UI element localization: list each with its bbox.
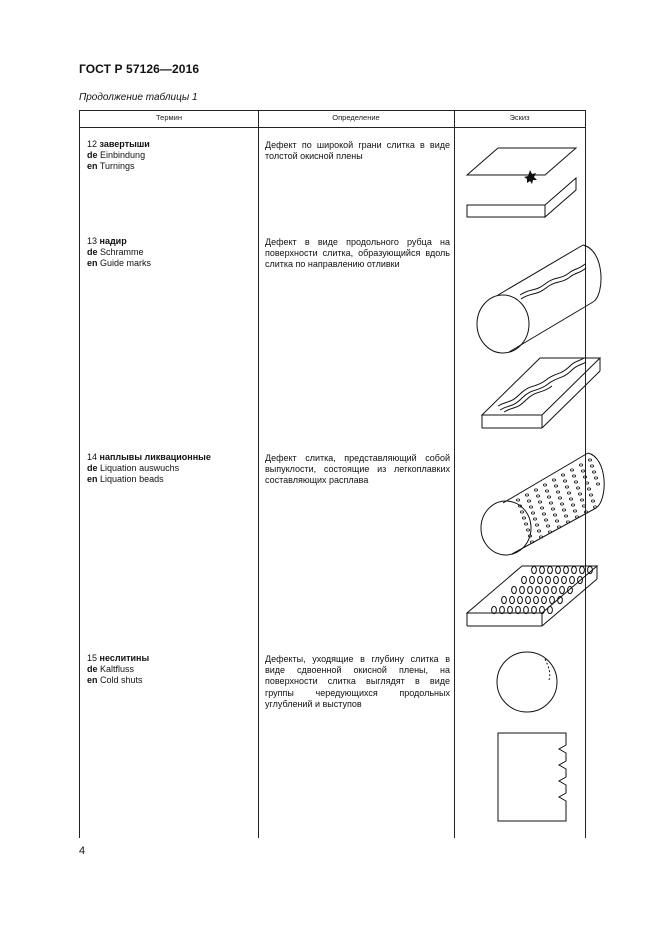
bead [542,596,547,603]
bead [532,566,537,573]
term-15 [87,653,257,686]
bead [538,576,543,583]
bead [535,524,538,526]
bead [527,500,530,502]
term-de: Liquation auswuchs [100,463,180,473]
bead [547,496,550,498]
bead [530,576,535,583]
term-number: 13 [87,236,98,246]
term-name: завертыши [99,139,150,149]
bead [536,586,541,593]
bead [510,596,515,603]
definition-15: Дефекты, уходящие в глубину слитка в виде сдвоенной окисной плены, на поверхности слитка выглядят в виде группы чередующихся продольных углублений и выступов [265,654,450,709]
term-name: надир [99,236,127,246]
bead [526,529,529,531]
term-name: наплывы ликвационные [99,452,211,462]
bead [536,495,539,497]
bead [553,514,556,516]
bead [543,484,546,486]
bead [522,576,527,583]
bead [544,519,547,521]
bead [576,487,579,489]
column-divider-2 [454,110,455,838]
bead [587,488,590,490]
bead [563,480,566,482]
term-en: Guide marks [100,258,152,268]
bead [551,508,554,510]
bead [533,518,536,520]
bead [593,506,596,508]
bead [534,489,537,491]
term-name: неслитины [99,653,150,663]
lang-de-label: de [87,150,98,160]
bead [522,517,525,519]
lang-de-label: de [87,664,98,674]
term-de: Einbindung [100,150,146,160]
bead [570,576,575,583]
bead [569,498,572,500]
bead [557,526,560,528]
term-en: Turnings [99,161,135,171]
bead [534,596,539,603]
lang-en-label: en [87,675,98,685]
term-number: 15 [87,653,98,663]
bead [575,516,578,518]
bead [554,576,559,583]
bead [574,481,577,483]
term-13 [87,236,257,269]
bead [554,485,557,487]
bead [582,505,585,507]
term-12 [87,139,257,172]
bead [565,486,568,488]
liquation-beads [516,459,599,543]
bead [558,497,561,499]
bead [550,596,555,603]
liquation-beads-rows [492,566,593,613]
bead [531,512,534,514]
bead [589,494,592,496]
term-de: Kaltfluss [100,664,135,674]
term-en: Liquation beads [100,474,164,484]
bead [594,477,597,479]
bead [580,499,583,501]
bead [542,513,545,515]
bead [562,509,565,511]
bead [520,586,525,593]
lang-en-label: en [87,474,98,484]
lang-de-label: de [87,247,98,257]
bead [544,586,549,593]
bead [524,523,527,525]
bead [561,474,564,476]
bead [512,586,517,593]
continuation-label: Продолжение таблицы 1 [79,92,198,103]
bead [555,520,558,522]
bead [548,606,553,613]
bead [570,469,573,471]
definition-14: Дефект слитка, представляющий собой выпуклости, состоящие из легкоплавких составляющих расплава [265,453,450,486]
bead [560,586,565,593]
bead [591,500,594,502]
bead [548,566,553,573]
bead [552,479,555,481]
header-term: Термин [156,113,182,122]
bead [579,464,582,466]
bead [525,494,528,496]
bead [585,482,588,484]
bead [580,566,585,573]
bead [564,566,569,573]
bead [590,465,593,467]
bead [578,493,581,495]
bead [552,586,557,593]
bead [562,576,567,583]
sketch-turnings-slab [460,135,580,225]
bead [537,530,540,532]
sketch-guide-marks-slab [460,348,600,433]
bead [560,503,563,505]
table-header-border [80,127,585,128]
bead [502,596,507,603]
bead [556,566,561,573]
bead [581,470,584,472]
bead [518,596,523,603]
term-number: 14 [87,452,98,462]
bead [566,521,569,523]
term-14 [87,452,257,485]
lang-en-label: en [87,258,98,268]
lang-de-label: de [87,463,98,473]
sketch-guide-marks-cylinder [465,240,605,360]
bead [572,475,575,477]
bead [548,531,551,533]
bead [573,510,576,512]
sketch-cold-shuts-section [495,652,570,717]
bead [538,501,541,503]
bead [556,491,559,493]
bead [528,586,533,593]
bead [516,499,519,501]
definition-12: Дефект по широкой грани слитка в виде толстой окисной плены [265,140,450,162]
bead [546,576,551,583]
header-sketch: Эскиз [509,113,530,122]
sketch-liquation-beads-slab [462,558,607,633]
table-top-border [80,110,585,111]
page-number: 4 [79,845,86,857]
definition-13: Дефект в виде продольного рубца на поверхности слитка, образующийся вдоль слитка по направлению отливки [265,237,450,270]
bead [572,566,577,573]
bead [546,525,549,527]
bead [545,490,548,492]
bead [584,511,587,513]
bead [567,492,570,494]
header-definition: Определение [332,113,380,122]
column-divider-1 [258,110,259,838]
bead [583,476,586,478]
sketch-cold-shuts-surface [498,733,573,823]
term-number: 12 [87,139,98,149]
bead [549,502,552,504]
lang-en-label: en [87,161,98,171]
bead [592,471,595,473]
bead [540,507,543,509]
term-de: Schramme [100,247,144,257]
bead [564,515,567,517]
standard-title: ГОСТ Р 57126—2016 [79,62,200,76]
bead [520,511,523,513]
bead [588,459,591,461]
term-en: Cold shuts [100,675,143,685]
sketch-liquation-beads-cylinder [470,448,610,563]
bead [526,596,531,603]
bead [529,506,532,508]
bead [571,504,574,506]
bead [540,566,545,573]
bead [596,483,599,485]
